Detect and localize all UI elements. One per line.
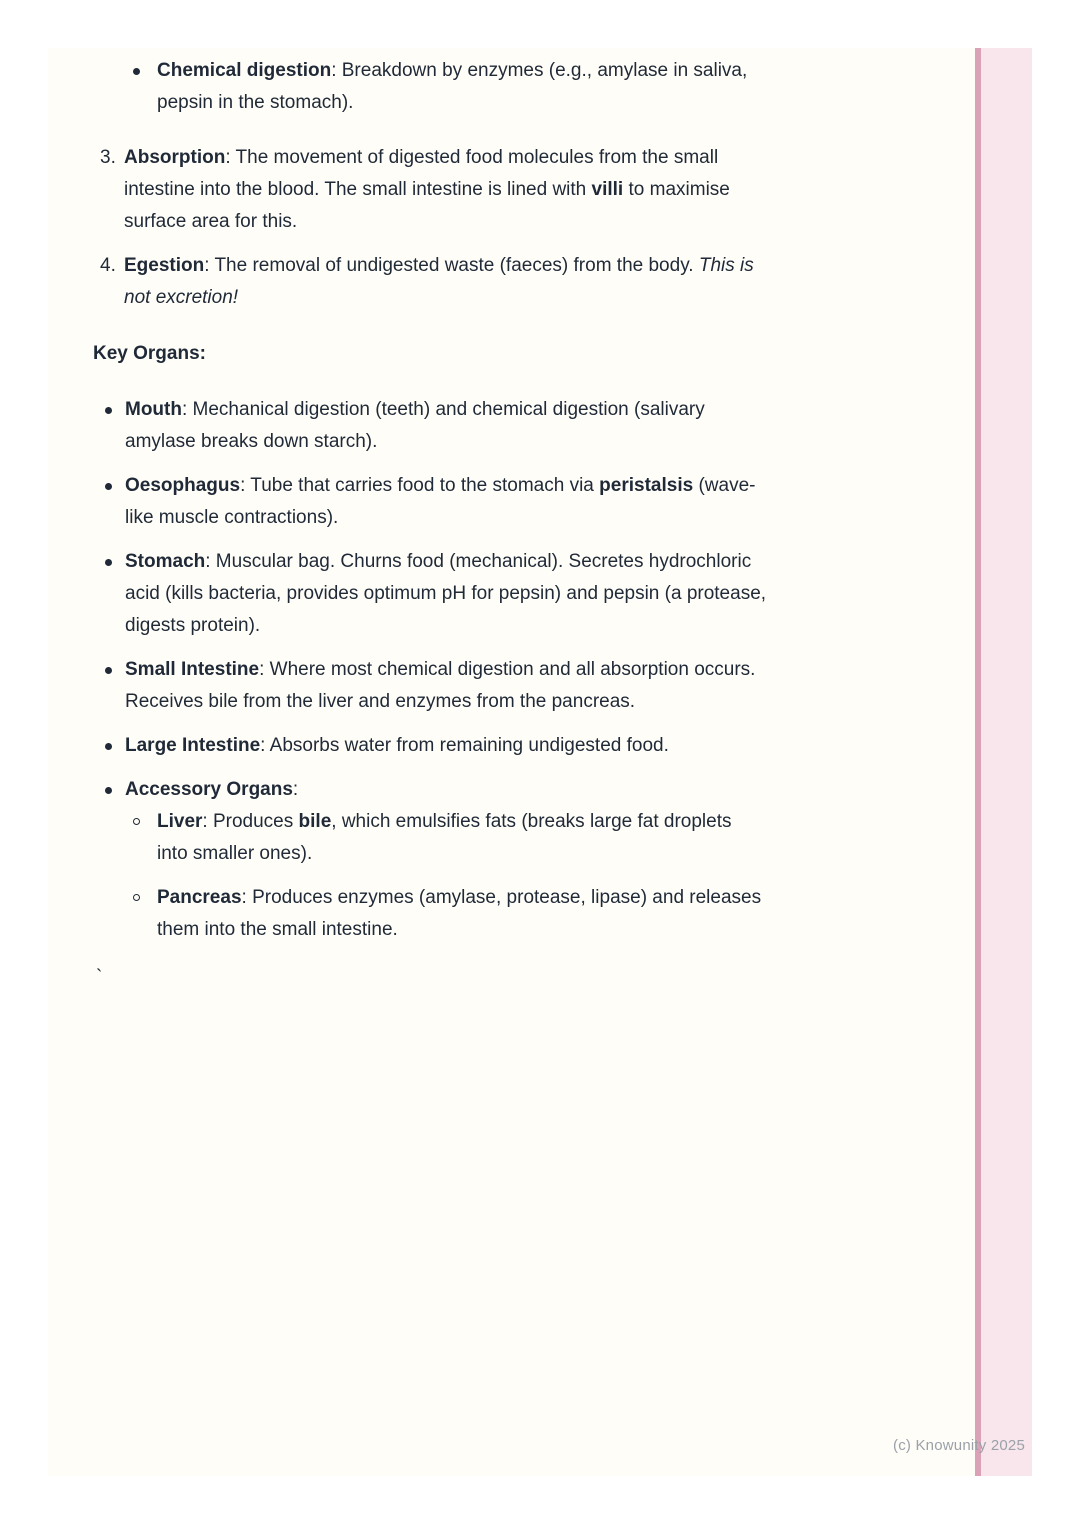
organ-item-mouth [93,394,833,458]
sub-item-text: Pancreas: Produces enzymes (amylase, protease, lipase) and releases them into the small intestine. [157,887,762,940]
list-item-text: Chemical digestion: Breakdown by enzymes (e.g., amylase in saliva, pepsin in the stomach). [157,60,748,113]
organ-item-text: Large Intestine: Absorbs water from remaining undigested food. [125,735,669,756]
item-number: 4. [100,255,116,276]
bullet-icon [105,546,125,566]
bullet-dot [105,667,112,674]
organ-item-text: Mouth: Mechanical digestion (teeth) and chemical digestion (salivary amylase breaks down starch). [125,399,705,452]
bullet-ring [133,818,140,825]
copyright-watermark: (c) Knowunity 2025 [893,1437,1026,1454]
organ-item-text: Small Intestine: Where most chemical digestion and all absorption occurs. Receives bile from the liver and enzymes from the pancreas. [125,659,756,712]
bullet-icon [105,470,125,490]
organ-item-oesophagus [93,470,833,534]
organ-item-large-intestine [93,730,833,762]
bullet-dot [133,68,140,75]
circle-bullet-icon [133,882,157,901]
bullet-dot [105,787,112,794]
sub-item-text: Liver: Produces bile, which emulsifies fats (breaks large fat droplets into smaller ones). [157,811,732,864]
circle-bullet-icon [133,806,157,825]
organ-item-text: Oesophagus: Tube that carries food to the stomach via peristalsis (wave-like muscle contractions). [125,475,756,528]
organ-item-stomach [93,546,833,642]
accessory-sub-list [125,806,833,946]
numbered-list [93,142,833,314]
document-card [48,48,1032,1476]
bullet-icon [105,394,125,414]
item-number: 3. [100,147,116,168]
numbered-item-text: Absorption: The movement of digested food molecules from the small intestine into the blood. The small intestine is lined with villi to maximise surface area for this. [124,147,730,232]
bullet-icon [105,774,125,794]
organ-list [93,394,833,946]
key-organs-heading: Key Organs: [93,343,206,364]
bullet-dot [105,483,112,490]
stray-backtick: ` [96,967,103,988]
sub-item-pancreas [125,882,833,946]
bullet-dot [105,743,112,750]
numbered-item-absorption [93,142,833,238]
sub-item-liver [125,806,833,870]
bullet-icon [105,730,125,750]
bullet-dot [105,559,112,566]
organ-item-text: Stomach: Muscular bag. Churns food (mechanical). Secretes hydrochloric acid (kills bacteria, provides optimum pH for pepsin) and pepsin (a protease, digests protein). [125,551,767,636]
numbered-item-egestion [93,250,833,314]
organ-item-small-intestine [93,654,833,718]
accent-stripe [975,48,1032,1476]
numbered-item-text: Egestion: The removal of undigested waste (faeces) from the body. This is not excretion! [124,255,754,308]
list-item-chemical-digestion [93,55,833,119]
organ-item-accessory-organs [93,774,833,946]
bullet-ring [133,894,140,901]
organ-item-text: Accessory Organs: [125,779,299,800]
bullet-icon [133,55,157,75]
document-content [93,55,833,994]
accessory-organs-column [125,774,833,946]
bullet-dot [105,407,112,414]
bullet-icon [105,654,125,674]
